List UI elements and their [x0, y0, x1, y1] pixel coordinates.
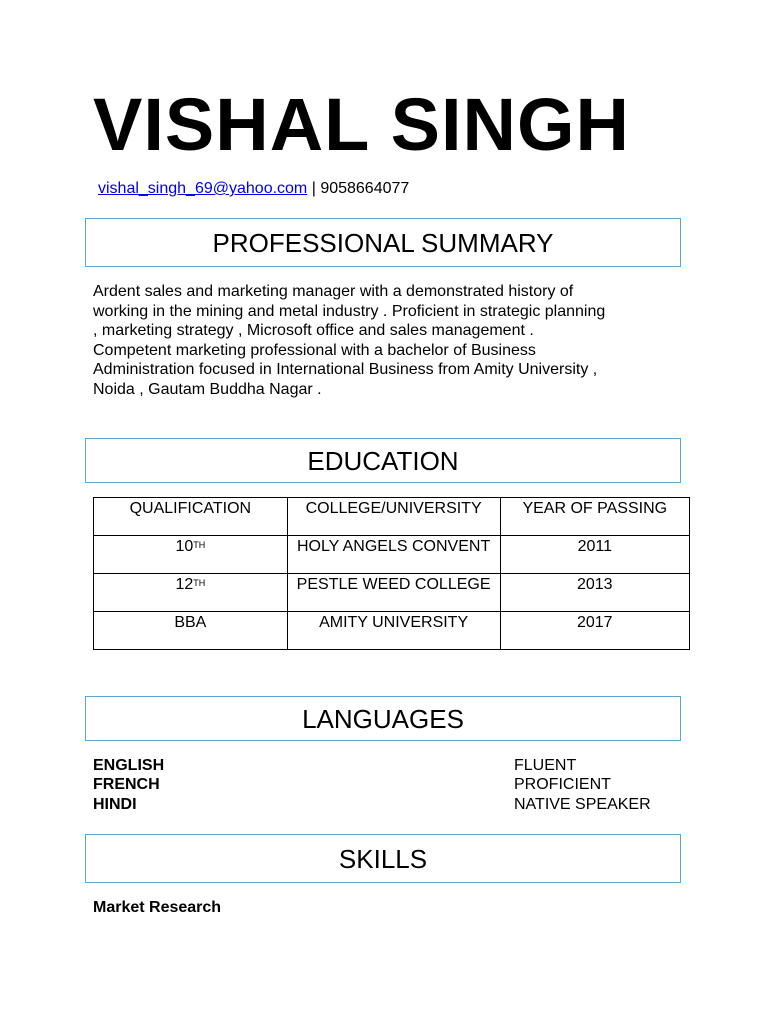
summary-line: , marketing strategy , Microsoft office and sales management .: [93, 322, 534, 340]
college-cell: HOLY ANGELS CONVENT: [287, 536, 500, 574]
qualification-cell: 10TH: [94, 536, 288, 574]
table-header-row: [94, 498, 690, 536]
section-title-skills: SKILLS: [338, 843, 428, 874]
section-title-education: EDUCATION: [307, 445, 459, 476]
language-name: FRENCH: [93, 776, 160, 793]
education-table: [93, 497, 690, 650]
language-name: HINDI: [93, 796, 137, 813]
summary-line: Noida , Gautam Buddha Nagar .: [93, 380, 322, 398]
column-header-qualification: QUALIFICATION: [94, 498, 288, 536]
column-header-college: COLLEGE/UNIVERSITY: [287, 498, 500, 536]
section-header-languages: [85, 696, 681, 741]
contact-separator: |: [307, 180, 321, 197]
summary-line: Ardent sales and marketing manager with a demonstrated history of: [93, 283, 574, 300]
contact-line: [98, 179, 409, 199]
column-header-year: YEAR OF PASSING: [500, 498, 689, 536]
section-header-skills: [85, 834, 681, 883]
college-cell: AMITY UNIVERSITY: [287, 612, 500, 650]
candidate-name: VISHAL SINGH: [93, 83, 630, 166]
email-link[interactable]: vishal_singh_69@yahoo.com: [98, 180, 308, 197]
table-row: [94, 612, 690, 650]
phone-number: 9058664077: [320, 180, 410, 197]
section-header-summary: [85, 218, 681, 267]
summary-line: Competent marketing professional with a bachelor of Business: [93, 341, 536, 359]
year-cell: 2011: [500, 536, 689, 574]
year-cell: 2017: [500, 612, 689, 650]
qualification-cell: 12TH: [94, 574, 288, 612]
table-row: [94, 536, 690, 574]
language-level: FLUENT: [514, 757, 577, 774]
section-header-education: [85, 438, 681, 483]
table-row: [94, 574, 690, 612]
language-row: [93, 756, 683, 776]
language-level: PROFICIENT: [514, 776, 611, 793]
year-cell: 2013: [500, 574, 689, 612]
qualification-cell: BBA: [94, 612, 288, 650]
language-level: NATIVE SPEAKER: [514, 796, 651, 813]
summary-text: [93, 282, 683, 400]
college-cell: PESTLE WEED COLLEGE: [287, 574, 500, 612]
language-row: [93, 795, 683, 815]
language-name: ENGLISH: [93, 757, 165, 774]
language-row: [93, 775, 683, 795]
skill-item: Market Research: [93, 899, 222, 916]
section-title-summary: PROFESSIONAL SUMMARY: [212, 227, 554, 258]
section-title-languages: LANGUAGES: [302, 703, 464, 734]
summary-line: working in the mining and metal industry . Proficient in strategic planning: [93, 302, 606, 320]
summary-line: Administration focused in International Business from Amity University ,: [93, 361, 598, 379]
